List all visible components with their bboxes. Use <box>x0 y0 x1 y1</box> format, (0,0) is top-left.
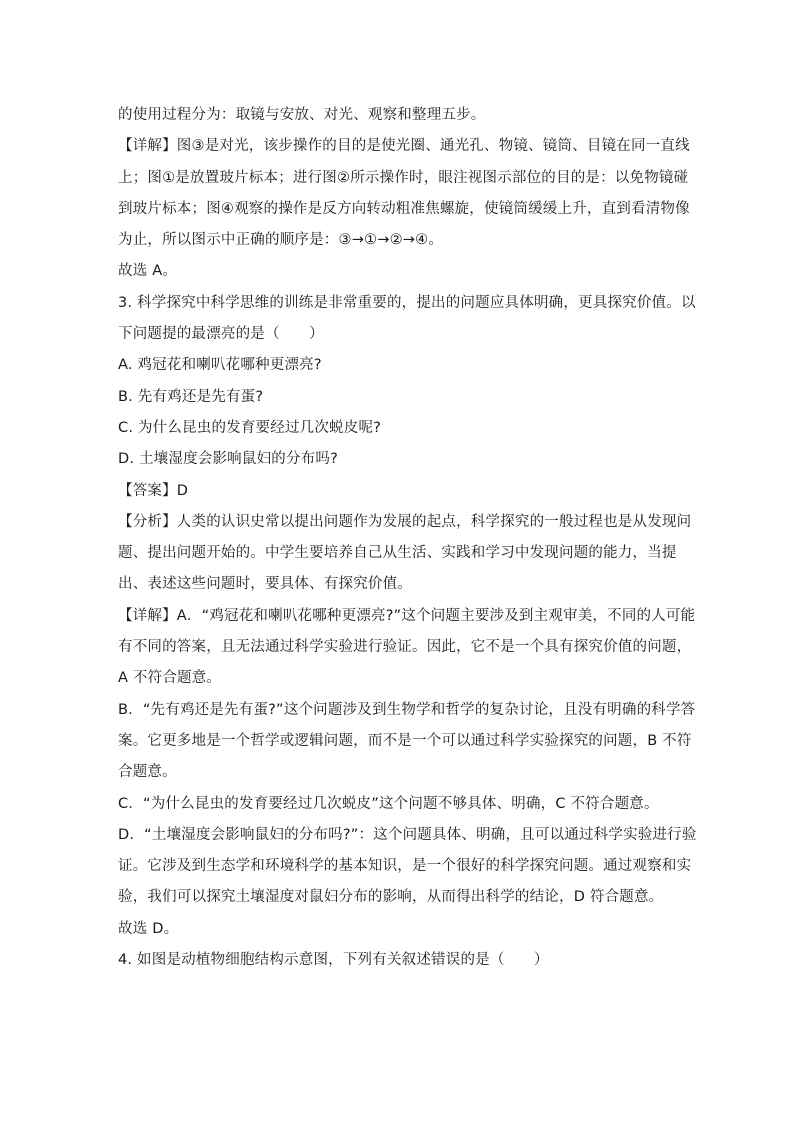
text-line: 的使用过程分为：取镜与安放、对光、观察和整理五步。 <box>118 107 486 123</box>
question-3-stem: 下问题提的最漂亮的是（ ） <box>118 326 324 343</box>
explanation-line: A 不符合题意。 <box>118 670 222 687</box>
explanation-line: D．“土壤湿度会影响鼠妇的分布吗?”：这个问题具体、明确，且可以通过科学实验进行验 <box>118 826 697 843</box>
text-line: 为止，所以图示中正确的顺序是：③→①→②→④。 <box>118 232 444 249</box>
option-d: D. 土壤湿度会影响鼠妇的分布吗? <box>118 451 338 468</box>
question-4-stem: 4. 如图是动植物细胞结构示意图，下列有关叙述错误的是（ ） <box>118 952 549 969</box>
text-line: 【详解】图③是对光，该步操作的目的是使光圈、通光孔、物镜、镜筒、目镜在同一直线 <box>118 138 690 155</box>
explanation-line: 合题意。 <box>118 764 177 781</box>
explanation-line: 证。它涉及到生态学和环境科学的基本知识，是一个很好的科学探究问题。通过观察和实 <box>118 858 692 875</box>
explanation-line: 案。它更多地是一个哲学或逻辑问题，而不是一个可以通过科学实验探究的问题，B 不符 <box>118 732 692 749</box>
analysis-line: 【分析】人类的认识史常以提出问题作为发展的起点，科学探究的一般过程也是从发现问 <box>118 513 692 530</box>
analysis-line: 题、提出问题开始的。中学生要培养自己从生活、实践和学习中发现问题的能力，当提 <box>118 545 677 562</box>
explanation-line: B．“先有鸡还是先有蛋?”这个问题涉及到生物学和哲学的复杂讨论，且没有明确的科学答 <box>118 701 696 718</box>
option-b: B. 先有鸡还是先有蛋? <box>118 388 264 405</box>
document-page <box>118 100 697 976</box>
explanation-line: C．“为什么昆虫的发育要经过几次蜕皮”这个问题不够具体、明确，C 不符合题意。 <box>118 795 659 812</box>
option-a: A. 鸡冠花和喇叭花哪种更漂亮? <box>118 357 322 374</box>
answer-line: 【答案】D <box>118 482 189 499</box>
text-line: 到玻片标本；图④观察的操作是反方向转动粗准焦螺旋，使镜筒缓缓上升，直到看清物像 <box>118 200 690 217</box>
answer-choice-line: 故选 D。 <box>118 920 179 937</box>
explanation-line: 【详解】A．“鸡冠花和喇叭花哪种更漂亮?”这个问题主要涉及到主观审美，不同的人可能 <box>118 607 696 624</box>
explanation-line: 有不同的答案，且无法通过科学实验进行验证。因此，它不是一个具有探究价值的问题， <box>118 639 692 656</box>
question-3-stem: 3. 科学探究中科学思维的训练是非常重要的，提出的问题应具体明确，更具探究价值。以 <box>118 294 696 311</box>
analysis-line: 出、表述这些问题时，要具体、有探究价值。 <box>118 576 412 593</box>
text-line: 故选 A。 <box>118 263 178 280</box>
option-c: C. 为什么昆虫的发育要经过几次蜕皮呢? <box>118 419 382 436</box>
explanation-line: 验，我们可以探究土壤湿度对鼠妇分布的影响，从而得出科学的结论，D 符合题意。 <box>118 889 664 906</box>
text-line: 上；图①是放置玻片标本；进行图②所示操作时，眼注视图示部位的目的是：以免物镜碰 <box>118 169 689 186</box>
